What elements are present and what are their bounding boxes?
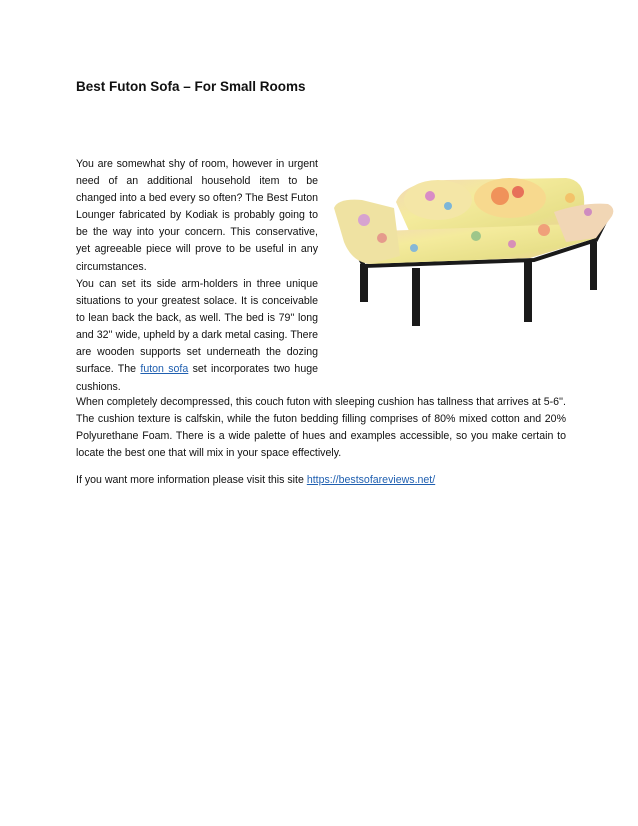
floral-accent — [538, 224, 550, 236]
sofa-leg-front-mid — [412, 268, 420, 326]
sofa-leg-back-right — [590, 242, 597, 290]
more-info-text: If you want more information please visit this site — [76, 474, 307, 486]
sofa-arm-left — [334, 200, 400, 264]
bestsofareviews-link[interactable]: https://bestsofareviews.net/ — [306, 474, 436, 486]
paragraph-details: When completely decompressed, this couch futon with sleeping cushion has tallness that arrives at 5-6''. The cushion texture is calfskin, while the futon bedding filling comprises of 80% mixed cotton and 20% Polyurethane Foam. There is a wide palette of hues and examples accessible, so you make certain to locate the best one that will mix in your space effectively. — [76, 396, 566, 460]
futon-sofa-link[interactable]: futon sofa — [140, 363, 189, 376]
paragraph-features — [76, 276, 318, 396]
floral-accent — [491, 187, 509, 205]
floral-accent — [425, 191, 435, 201]
floral-accent — [377, 233, 387, 243]
floral-accent — [444, 202, 452, 210]
floral-accent — [410, 244, 418, 252]
floral-accent — [584, 208, 592, 216]
paragraph-features-text-start: You can set its side arm-holders in three unique situations to your greatest solace. It is conceivable to lean back the back, as well. The bed is 79'' long and 32'' wide, upheld by a dark metal casing. There are wooden supports set underneath the dozing surface. The — [76, 278, 318, 376]
paragraph-more-info — [76, 472, 566, 489]
sofa-cushion-right — [474, 178, 546, 218]
floral-accent — [512, 186, 524, 198]
futon-sofa-image — [334, 172, 614, 336]
sofa-leg-front-right — [524, 260, 532, 322]
floral-accent — [565, 193, 575, 203]
floral-accent — [358, 214, 370, 226]
sofa-cushion-left — [404, 180, 472, 220]
paragraph-features-text-end: set incorporates two huge cushions. — [76, 363, 318, 393]
floral-accent — [508, 240, 516, 248]
page-title: Best Futon Sofa – For Small Rooms — [76, 79, 306, 94]
paragraph-intro: You are somewhat shy of room, however in urgent need of an additional household item to be changed into a bed every so often? The Best Futon Lounger fabricated by Kodiak is probably going to be the way into your concern. This conservative, yet agreeable piece will prove to be useful in any circumstances. — [76, 158, 318, 273]
floral-accent — [471, 231, 481, 241]
sofa-leg-front-left — [360, 264, 368, 302]
